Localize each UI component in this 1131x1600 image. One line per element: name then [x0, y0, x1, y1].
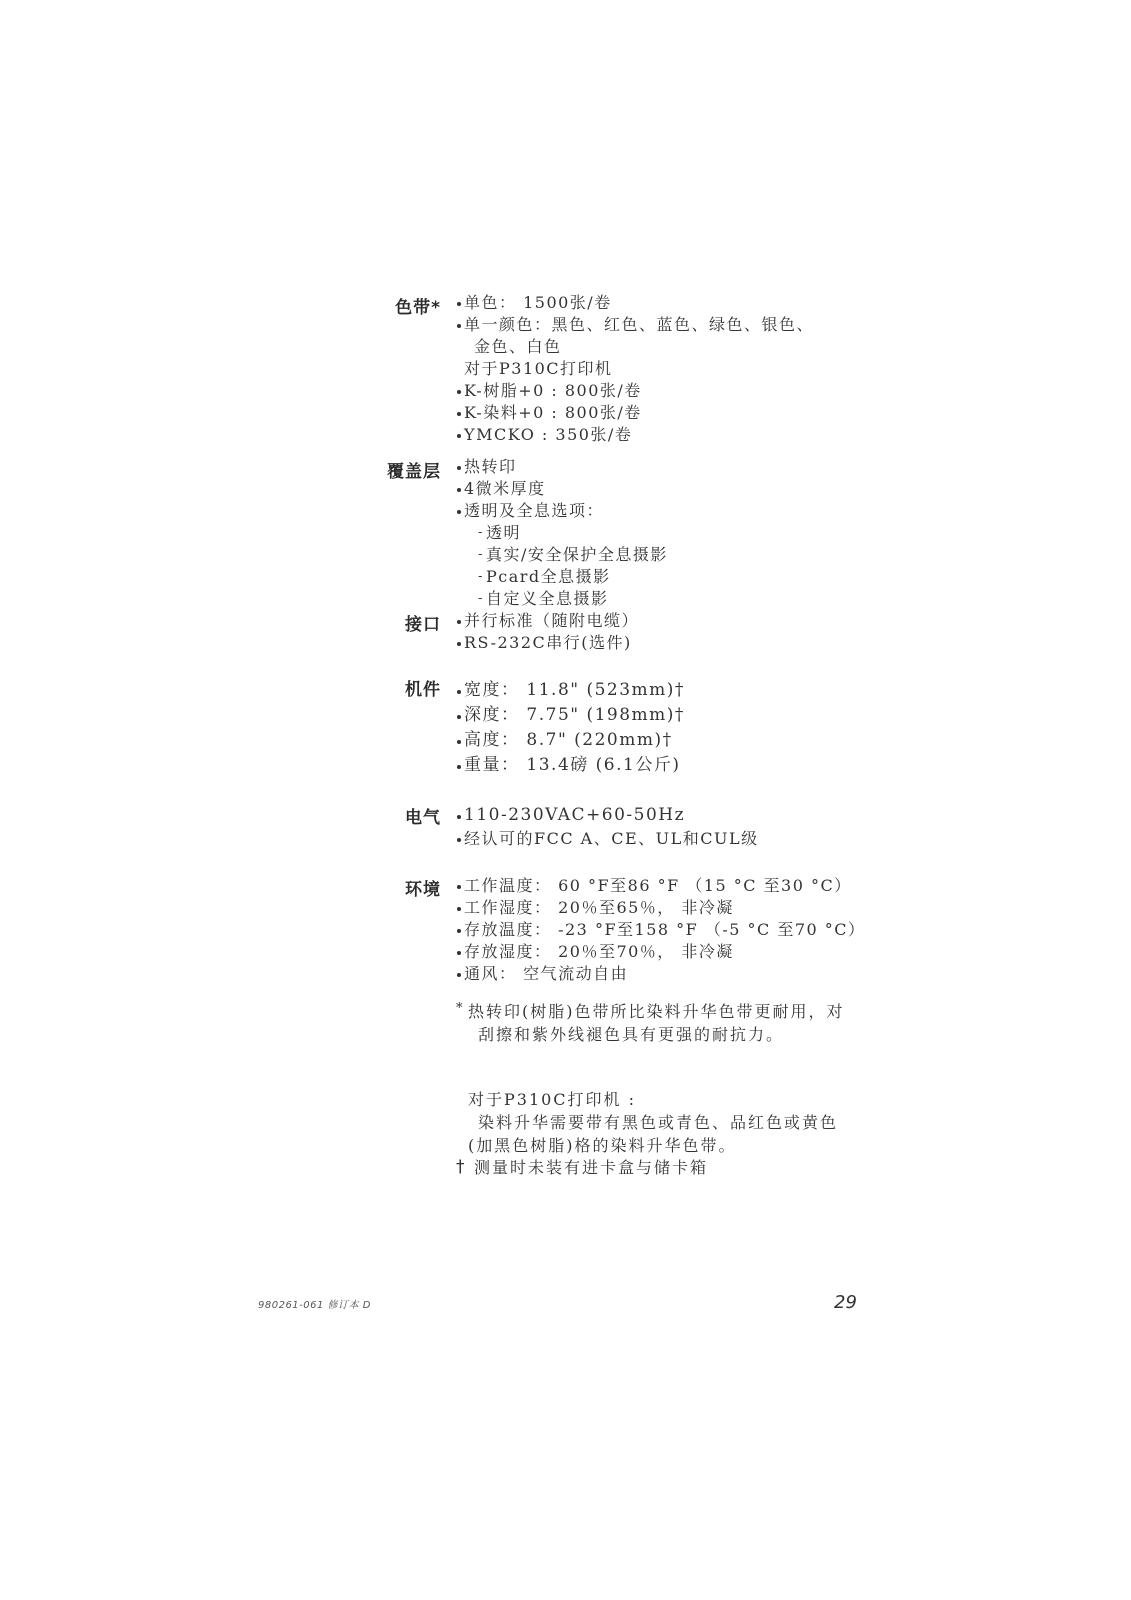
list-item: 宽度： 11.8" (523mm)†	[464, 678, 884, 703]
list-item: K-树脂+0 : 800张/卷	[464, 380, 884, 402]
section-label-mechanical: 机件	[405, 680, 441, 700]
list-item: 110-230VAC+60-50Hz	[464, 803, 884, 828]
sub-list-item: - 自定义全息摄影	[464, 588, 884, 610]
section-label-overlay: 覆盖层	[387, 462, 441, 482]
list-item: 高度： 8.7" (220mm)†	[464, 728, 884, 753]
list-item: 工作温度： 60 °F至86 °F （15 °C 至30 °C）	[464, 875, 884, 897]
list-item: 热转印	[464, 456, 884, 478]
list-item: RS-232C串行(选件)	[464, 632, 884, 654]
sub-list-item: - Pcard全息摄影	[464, 566, 884, 588]
sub-list-item: - 透明	[464, 522, 884, 544]
section-label-environment: 环境	[405, 880, 441, 900]
list-item: 并行标准（随附电缆）	[464, 610, 884, 632]
list-item: 工作湿度： 20％至65％， 非冷凝	[464, 897, 884, 919]
mechanical-items	[464, 678, 884, 778]
list-subheading: 对于P310C打印机	[464, 359, 613, 378]
electrical-items	[464, 803, 884, 850]
section-label-electrical: 电气	[405, 808, 441, 828]
section-label-ribbon: 色带*	[395, 298, 441, 318]
note-title: 对于P310C打印机 :	[468, 1090, 637, 1109]
page-number: 29	[834, 1292, 857, 1313]
list-item-continuation: 金色、白色	[474, 337, 562, 356]
note-line: 染料升华需要带有黑色或青色、品红色或黄色	[478, 1113, 839, 1132]
list-item: 4微米厚度	[464, 478, 884, 500]
list-item: 透明及全息选项：	[464, 500, 884, 522]
list-item: K-染料+0 : 800张/卷	[464, 402, 884, 424]
ribbon-items	[464, 292, 884, 446]
dagger-footnote	[456, 1156, 709, 1179]
asterisk-footnote	[456, 1000, 845, 1046]
note-line: (加黑色树脂)格的染料升华色带。	[468, 1136, 737, 1155]
asterisk-mark: *	[456, 1001, 465, 1016]
dagger-mark: †	[456, 1157, 467, 1177]
list-item: 单一颜色：黑色、红色、蓝色、绿色、银色、	[464, 314, 884, 336]
sub-list-item: - 真实/安全保护全息摄影	[464, 544, 884, 566]
list-item: 深度： 7.75" (198mm)†	[464, 703, 884, 728]
p310c-note	[468, 1088, 838, 1157]
list-item: 通风： 空气流动自由	[464, 963, 884, 985]
interface-items	[464, 610, 884, 654]
list-item: 重量： 13.4磅 (6.1公斤)	[464, 753, 884, 778]
footnote-line: 热转印(树脂)色带所比染料升华色带更耐用，对	[468, 1002, 845, 1021]
footnote-line: 刮擦和紫外线褪色具有更强的耐抗力。	[478, 1025, 785, 1044]
list-item: 经认可的FCC A、CE、UL和CUL级	[464, 828, 884, 850]
environment-items	[464, 875, 884, 985]
section-label-interface: 接口	[405, 615, 441, 635]
overlay-items	[464, 456, 884, 610]
list-item: 单色： 1500张/卷	[464, 292, 884, 314]
list-item: 存放温度： -23 °F至158 °F （-5 °C 至70 °C）	[464, 919, 884, 941]
footnote-line: 测量时未装有进卡盒与储卡箱	[474, 1158, 709, 1177]
list-item: 存放湿度： 20％至70％， 非冷凝	[464, 941, 884, 963]
list-item: YMCKO : 350张/卷	[464, 424, 884, 446]
document-number: 980261-061 修订本 D	[258, 1300, 371, 1311]
